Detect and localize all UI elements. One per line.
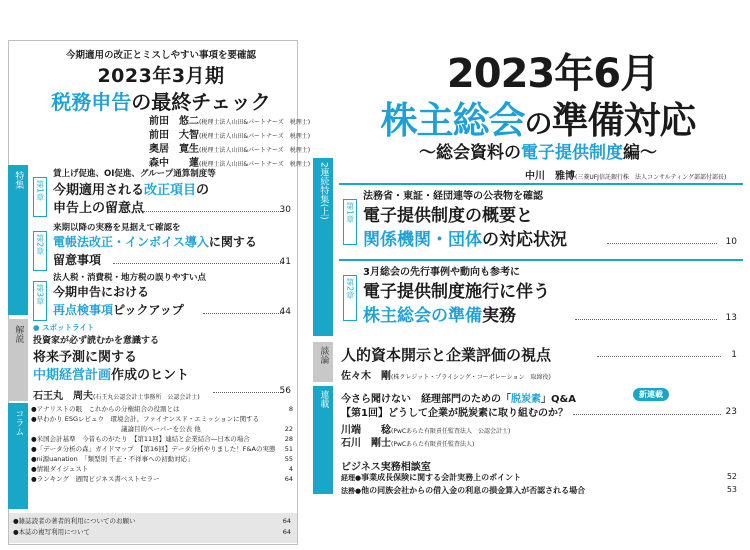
list-item[interactable] xyxy=(31,454,297,464)
commentary-entry[interactable] xyxy=(33,322,297,402)
business-item-text: 事業成長保険に関する会計実務上のポイント xyxy=(361,473,522,482)
footer-text: ●雑誌読者の著者的利用についてのお願い xyxy=(13,517,136,525)
list-item[interactable] xyxy=(31,414,297,424)
column-sidebar xyxy=(8,403,28,509)
new-series-badge: 新連載 xyxy=(633,388,669,401)
discussion-sidebar xyxy=(313,342,333,382)
chapter-title-line2 xyxy=(363,225,567,250)
page-number: 10 xyxy=(725,237,737,247)
page-number: 4 xyxy=(288,465,293,473)
leader-dots xyxy=(203,313,283,314)
author-affil: (税理士法人山田&パートナーズ 税理士) xyxy=(199,147,311,154)
chapter-title-line2 xyxy=(53,301,184,318)
leader-dots xyxy=(213,392,283,393)
footer-text: ●本誌の複写利用について xyxy=(13,528,91,536)
commentary-sidebar-label: 解説 xyxy=(13,325,24,343)
right-toc-page xyxy=(313,40,743,545)
serial-sidebar xyxy=(313,386,333,494)
right-title-line1: 2023年6月 xyxy=(446,51,660,97)
author-affil: (株クレジット・プライシング・コーポレーション 取締役) xyxy=(391,374,551,381)
subtitle-part: 編～ xyxy=(623,143,657,163)
right-title-line2 xyxy=(333,90,743,144)
serial-title-highlight: 脱炭素 xyxy=(511,394,541,405)
author-row xyxy=(149,129,311,143)
column-series: ●アナリストの眼 xyxy=(31,405,83,413)
left-title-line2 xyxy=(25,86,297,115)
author-name: 石王丸 周夫 xyxy=(33,391,93,402)
page-number: 64 xyxy=(284,475,293,483)
column-series: ●ランキング xyxy=(31,475,69,483)
column-series: ●米国会計基準 今昔ものがたり xyxy=(31,435,128,443)
page-number: 51 xyxy=(284,445,293,453)
author-name: 森中 蓮 xyxy=(149,158,199,169)
chapter-title-part: 今期適用される xyxy=(53,183,145,198)
chapter-pretitle: 来期以降の実務を見据えて確認を xyxy=(53,223,181,233)
page-number: 30 xyxy=(279,205,291,215)
chapter-pretitle: 3月総会の先行事例や動向も参考に xyxy=(363,267,520,278)
commentary-pretitle: 投資家が必ず読むかを意識する xyxy=(33,336,160,346)
business-tag: 法務● xyxy=(341,487,362,495)
page-number: 44 xyxy=(279,307,291,317)
column-list xyxy=(31,404,297,484)
page-number: 52 xyxy=(726,472,737,481)
author-name: 前田 悠二 xyxy=(149,116,199,127)
chapter-title-part: の対応状況 xyxy=(482,230,567,250)
discussion-author-row xyxy=(341,364,551,383)
right-title-part: 準備対応 xyxy=(551,99,696,142)
leader-dots xyxy=(607,243,717,244)
leader-dots xyxy=(573,414,721,415)
column-series: ●ni源uanation xyxy=(31,455,78,463)
serial-title-part: 今さら聞けない 経理部門のための「 xyxy=(341,394,511,405)
chapter-title-highlight: 再点検事項 xyxy=(53,303,114,317)
list-item[interactable] xyxy=(31,424,297,434)
commentary-sidebar xyxy=(8,319,28,401)
leader-dots xyxy=(143,211,283,212)
left-toc-page xyxy=(8,40,311,545)
author-affil: (石王丸公認会計士事務所 公認会計士) xyxy=(93,394,200,401)
commentary-title-part: 作成のヒント xyxy=(111,368,190,383)
author-affil: (税理士法人山田&パートナーズ 税理士) xyxy=(199,119,311,126)
column-title: 【第11回】連結と企業結合―日本の場合 xyxy=(134,435,250,443)
business-item-text: 他の同族会社からの借入金の利息の損金算入が否認される場合 xyxy=(361,486,586,495)
list-item[interactable] xyxy=(341,485,743,496)
author-affil: (税理士法人山田&パートナーズ 税理士) xyxy=(199,133,311,140)
column-title: これからの分権組合の役割とは xyxy=(88,405,180,413)
discussion-entry[interactable] xyxy=(341,344,743,384)
column-title: 「類型別 不正・不祥事への初動対応」 xyxy=(84,455,194,463)
subtitle-highlight: 電子提供制度 xyxy=(521,143,623,163)
chapter-badge xyxy=(33,281,47,321)
chapter-title-line1 xyxy=(53,233,257,250)
discussion-title: 人的資本開示と企業評価の視点 xyxy=(341,346,552,364)
leader-dots xyxy=(113,263,283,264)
feature-sidebar-label: 特集 xyxy=(13,171,24,189)
author-name: 川端 稔 xyxy=(341,425,391,436)
author-name: 石川 剛士 xyxy=(341,438,391,449)
chapter-title-line2 xyxy=(363,301,516,326)
chapter-title-highlight: 改正項目 xyxy=(144,183,197,198)
page-number: 1 xyxy=(731,350,737,360)
business-tag: 経理● xyxy=(341,474,362,482)
left-title-rest: の最終チェック xyxy=(131,90,271,114)
subtitle-part: ～総会資料の xyxy=(419,143,521,163)
page-number: 55 xyxy=(284,455,293,463)
chapter-title-line2: 留意事項 xyxy=(53,253,102,267)
right-chapter-1[interactable] xyxy=(339,183,743,249)
author-affil: (税理士法人山田&パートナーズ 税理士) xyxy=(199,161,311,168)
page-number: 64 xyxy=(282,528,291,536)
right-title-part: の xyxy=(524,107,552,140)
right-title-highlight: 株主総会 xyxy=(380,99,525,142)
serial-title-part: 」Q&A xyxy=(541,394,576,405)
chapter-badge-text: 第2章 xyxy=(345,278,355,300)
page-number: 8 xyxy=(288,405,293,413)
page-number: 22 xyxy=(284,425,293,433)
business-section xyxy=(341,458,743,498)
chapter-badge xyxy=(343,275,357,321)
serial-title xyxy=(341,390,576,405)
leader-dots xyxy=(575,319,717,320)
feature-sidebar xyxy=(8,165,28,315)
list-item[interactable] xyxy=(31,404,297,414)
chapter-badge-text: 第2章 xyxy=(35,234,45,256)
list-item[interactable] xyxy=(31,464,297,474)
page-number: 64 xyxy=(282,517,291,525)
page-number: 41 xyxy=(279,257,291,267)
chapter-title-highlight: 関係機関・団体 xyxy=(363,230,482,250)
left-title-highlight: 税務申告 xyxy=(51,90,132,114)
chapter-title-line1: 電子提供制度の概要と xyxy=(363,206,533,226)
author-row xyxy=(341,431,474,450)
chapter-title-highlight: 株主総会の準備 xyxy=(363,306,482,326)
feature-sidebar-label: 2連続特集(上) xyxy=(318,162,329,220)
chapter-badge-text: 第1章 xyxy=(35,180,45,202)
chapter-badge xyxy=(33,177,47,217)
commentary-title-highlight: 中期経営計画 xyxy=(33,368,112,383)
author-name: 奥居 寛生 xyxy=(149,144,199,155)
chapter-title-part: の xyxy=(196,183,210,198)
page-number: 56 xyxy=(279,386,291,396)
chapter-pretitle: 賃上げ促進、OI促進、グループ通算制度等 xyxy=(53,169,216,179)
commentary-author-row xyxy=(33,384,200,403)
left-title-line1: 2023年3月期 xyxy=(97,65,225,87)
spotlight-label: ● スポットライト xyxy=(33,323,95,332)
author-row xyxy=(149,115,311,129)
column-sidebar-label: コラム xyxy=(13,409,24,436)
chapter-badge-text: 第1章 xyxy=(345,202,355,224)
serial-subtitle: 【第1回】どうして企業が脱炭素に取り組むのか？ xyxy=(341,408,568,419)
author-name: 佐々木 剛 xyxy=(341,371,391,382)
column-series: ●早わかり ESGレビュウ xyxy=(31,415,105,423)
list-item[interactable] xyxy=(341,472,743,483)
author-affil: (PwCあらた有限責任監査法人 公認会計士) xyxy=(391,428,511,435)
serial-entry[interactable] xyxy=(341,390,743,450)
chapter-badge-text: 第3章 xyxy=(35,284,45,306)
leader-dots xyxy=(597,356,721,357)
column-title: 週間ビジネス書ベストセラー xyxy=(75,475,160,483)
business-title: ビジネス実務相談室 xyxy=(341,462,431,473)
right-subtitle xyxy=(353,138,723,163)
feature-sidebar xyxy=(313,158,333,336)
author-row xyxy=(149,143,311,157)
list-item[interactable] xyxy=(13,527,293,538)
column-title: 【第16回】データ分析やりました！F&Aの実態 xyxy=(140,445,276,453)
commentary-title-line1: 将来予測に関する xyxy=(33,350,138,365)
serial-sidebar-label: 連載 xyxy=(318,390,329,408)
left-chapter-2[interactable] xyxy=(31,221,297,269)
author-affil: (三菱UFJ信託銀行株 法人コンサルティング部部付部長) xyxy=(575,174,727,181)
left-chapter-1[interactable] xyxy=(31,167,297,217)
discussion-sidebar-label: 談論 xyxy=(318,346,329,364)
chapter-title-line2: 申告上の留意点 xyxy=(53,201,145,216)
chapter-badge xyxy=(33,231,47,271)
chapter-title-line1: 今期申告における xyxy=(53,285,150,299)
chapter-pretitle: 法人税・消費税・地方税の誤りやすい点 xyxy=(53,273,207,283)
right-author-row xyxy=(525,164,726,183)
left-author-list xyxy=(149,115,311,171)
page-number: 53 xyxy=(726,485,737,494)
author-affil: (PwCあらた有限責任監査法人) xyxy=(391,441,475,448)
chapter-title-part: 実務 xyxy=(482,306,516,326)
page-number: 13 xyxy=(725,313,737,323)
chapter-title-highlight: 電帳法改正・インボイス導入 xyxy=(53,235,209,249)
left-chapter-3[interactable] xyxy=(31,271,297,319)
chapter-title-line1 xyxy=(53,179,209,198)
right-chapter-2[interactable] xyxy=(339,259,743,333)
list-item[interactable] xyxy=(31,474,297,484)
list-item[interactable] xyxy=(31,444,297,454)
page-number: 23 xyxy=(725,407,737,417)
chapter-title-part: に関する xyxy=(208,235,257,249)
column-title: 環境会計、ファイナンスド・エミッションに関する xyxy=(110,415,260,423)
left-subtitle: 今期適用の改正とミスしやすい事項を要確認 xyxy=(65,50,256,61)
list-item[interactable] xyxy=(31,434,297,444)
column-series: ●情報ダイジェスト xyxy=(31,465,89,473)
chapter-title-part: ピックアップ xyxy=(113,303,184,317)
column-series: ●「データ分析の森」ガイドマップ xyxy=(31,445,134,453)
column-title: 議論目的ペーパーを公表 他 xyxy=(121,425,201,433)
list-item[interactable] xyxy=(13,516,293,527)
commentary-title-line2 xyxy=(33,364,189,383)
chapter-title-line1: 電子提供制度施行に伴う xyxy=(363,282,550,302)
chapter-badge xyxy=(343,199,357,245)
author-name: 前田 大智 xyxy=(149,130,199,141)
chapter-pretitle: 法務省・東証・経団連等の公表物を確認 xyxy=(363,191,543,202)
author-name: 中川 雅博 xyxy=(525,171,575,182)
left-footer xyxy=(9,513,297,543)
page-number: 28 xyxy=(284,435,293,443)
